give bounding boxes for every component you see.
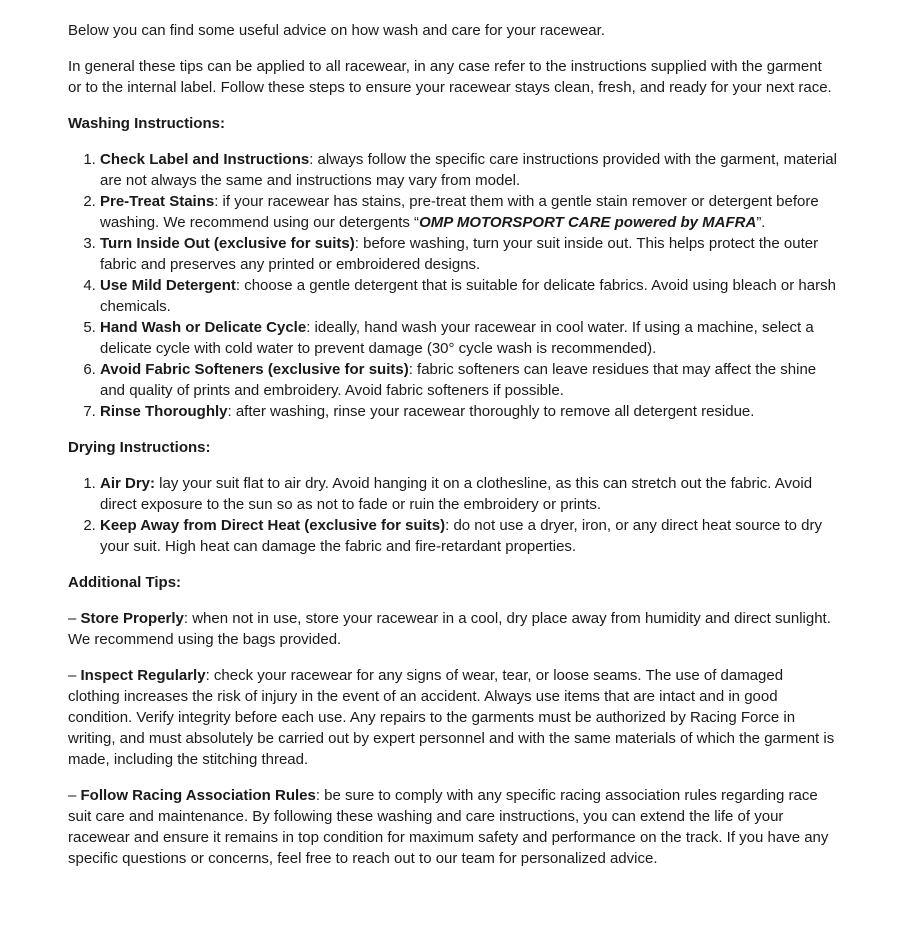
drying-item: 1. Air Dry: lay your suit flat to air dry. Avoid hanging it on a clothesline, as this can stretch out the fabric. Avoid direct exposure to the sun so as not to fade or ruin the embroidery or prints.: [100, 473, 838, 515]
tip-paragraph: – Follow Racing Association Rules: be sure to comply with any specific racing association rules regarding race suit care and maintenance. By following these washing and care instructions, you can extend the life of your racewear and ensure it remains in top condition for maximum safety and performance on the track. If you have any specific questions or concerns, feel free to reach out to our team for personalized advice.: [68, 787, 829, 867]
washing-item: 5. Hand Wash or Delicate Cycle: ideally, hand wash your racewear in cool water. If using a machine, select a delicate cycle with cold water to prevent damage (30° cycle wash is recommended).: [100, 317, 838, 359]
additional-heading: Additional Tips:: [68, 574, 182, 591]
detergent-brand: OMP MOTORSPORT CARE powered by MAFRA: [419, 214, 757, 231]
drying-item: 2. Keep Away from Direct Heat (exclusive for suits): do not use a dryer, iron, or any direct heat source to dry your suit. High heat can damage the fabric and fire-retardant properties.: [100, 515, 838, 557]
washing-item: 6. Avoid Fabric Softeners (exclusive for suits): fabric softeners can leave residues that may affect the shine and quality of prints and embroidery. Avoid fabric softeners if possible.: [100, 359, 838, 401]
tip-paragraph: – Store Properly: when not in use, store your racewear in a cool, dry place away from humidity and direct sunlight. We recommend using the bags provided.: [68, 610, 831, 648]
washing-heading: Washing Instructions:: [68, 115, 225, 132]
washing-item: 7. Rinse Thoroughly: after washing, rinse your racewear thoroughly to remove all detergent residue.: [100, 401, 838, 422]
washing-item: 4. Use Mild Detergent: choose a gentle detergent that is suitable for delicate fabrics. Avoid using bleach or harsh chemicals.: [100, 275, 838, 317]
general-paragraph: In general these tips can be applied to all racewear, in any case refer to the instructions supplied with the garment or to the internal label. Follow these steps to ensure your racewear stays clean, fresh, and ready for your next race.: [68, 58, 832, 96]
washing-item: 1. Check Label and Instructions: always follow the specific care instructions provided with the garment, material are not always the same and instructions may vary from model.: [100, 149, 838, 191]
intro-paragraph: Below you can find some useful advice on how wash and care for your racewear.: [68, 22, 605, 39]
drying-heading: Drying Instructions:: [68, 439, 211, 456]
washing-item: 3. Turn Inside Out (exclusive for suits): before washing, turn your suit inside out. This helps protect the outer fabric and preserves any printed or embroidered designs.: [100, 233, 838, 275]
tip-paragraph: – Inspect Regularly: check your racewear for any signs of wear, tear, or loose seams. The use of damaged clothing increases the risk of injury in the event of an accident. Always use items that are intact and in good condition. Verify integrity before each use. Any repairs to the garments must be authorized by Racing Force in writing, and must absolutely be carried out by expert personnel and with the same materials of which the garment is made, including the stitching thread.: [68, 667, 835, 768]
washing-list: [68, 149, 838, 422]
drying-list: [68, 473, 838, 557]
washing-item: 2. Pre-Treat Stains: if your racewear has stains, pre-treat them with a gentle stain remover or detergent before washing. We recommend using our detergents “OMP MOTORSPORT CARE powered by MAFRA”.: [100, 191, 838, 233]
